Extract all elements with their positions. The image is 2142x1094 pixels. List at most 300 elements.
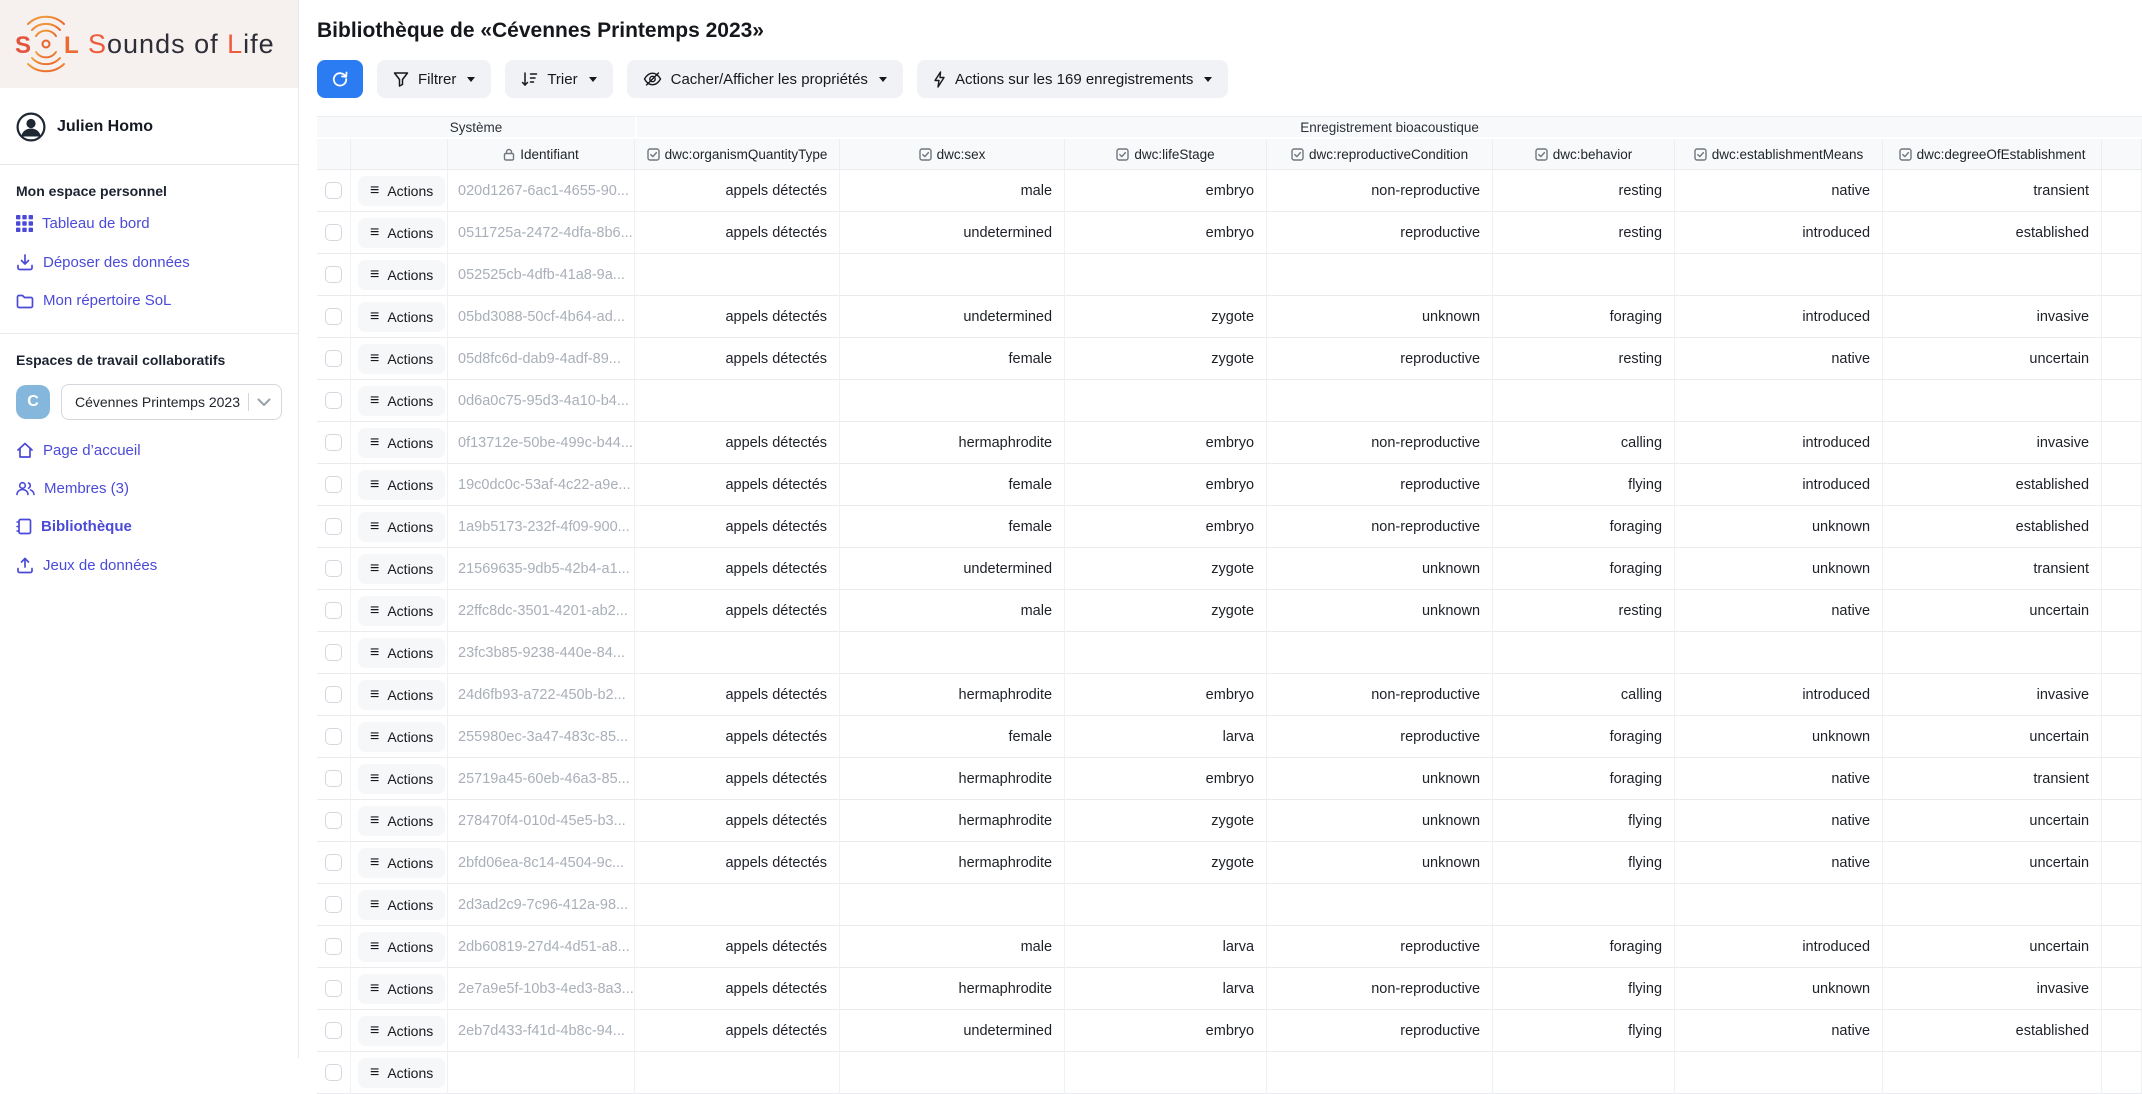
menu-icon: ≡ (370, 727, 380, 745)
row-actions-label: Actions (387, 308, 434, 325)
cell-reproductive-condition: non-reproductive (1267, 674, 1493, 716)
sidebar-item-dashboard[interactable] (16, 215, 282, 232)
column-header-row (317, 139, 2142, 170)
cell-extra (2102, 968, 2142, 1010)
row-actions-label: Actions (387, 896, 434, 913)
cell-reproductive-condition (1267, 884, 1493, 926)
row-actions-label: Actions (387, 854, 434, 871)
row-actions-button[interactable] (358, 638, 445, 668)
cell-sex (840, 632, 1065, 674)
cell-life-stage: larva (1065, 716, 1267, 758)
group-header-row (317, 116, 2142, 139)
row-actions-cell (351, 716, 448, 758)
cell-identifiant: 22ffc8dc-3501-4201-ab2... (448, 590, 635, 632)
brand-name: Sounds of Life (88, 28, 275, 59)
menu-icon: ≡ (370, 811, 380, 829)
row-actions-cell (351, 674, 448, 716)
cell-life-stage: zygote (1065, 800, 1267, 842)
cell-organism-quantity-type: appels détectés (635, 674, 840, 716)
cell-organism-quantity-type: appels détectés (635, 212, 840, 254)
cell-establishment-means: unknown (1675, 506, 1883, 548)
table-row (317, 380, 2142, 422)
column-header-lifestage[interactable]: dwc:lifeStage (1065, 139, 1267, 170)
row-checkbox[interactable] (325, 1022, 342, 1039)
cell-degree-of-establishment: established (1883, 1010, 2102, 1052)
library-icon (16, 518, 32, 535)
menu-icon: ≡ (370, 685, 380, 703)
cell-sex: hermaphrodite (840, 758, 1065, 800)
cell-sex: hermaphrodite (840, 968, 1065, 1010)
column-header-behavior[interactable]: dwc:behavior (1493, 139, 1675, 170)
cell-degree-of-establishment: uncertain (1883, 338, 2102, 380)
cell-sex (840, 380, 1065, 422)
upload-icon (16, 556, 34, 574)
cell-degree-of-establishment: uncertain (1883, 926, 2102, 968)
records-table (317, 116, 2142, 1094)
row-actions-button[interactable] (358, 1058, 445, 1088)
table-row (317, 506, 2142, 548)
menu-icon: ≡ (370, 853, 380, 871)
menu-icon: ≡ (370, 349, 380, 367)
cell-sex: male (840, 590, 1065, 632)
cell-organism-quantity-type: appels détectés (635, 842, 840, 884)
cell-identifiant: 2db60819-27d4-4d51-a8... (448, 926, 635, 968)
filter-funnel-icon (393, 71, 409, 87)
menu-icon: ≡ (370, 181, 380, 199)
cell-establishment-means (1675, 254, 1883, 296)
cell-establishment-means (1675, 884, 1883, 926)
cell-behavior (1493, 380, 1675, 422)
page-title: Bibliothèque de «Cévennes Printemps 2023» (317, 19, 764, 42)
row-actions-cell (351, 590, 448, 632)
cell-establishment-means: unknown (1675, 716, 1883, 758)
cell-degree-of-establishment: uncertain (1883, 590, 2102, 632)
row-actions-button[interactable] (358, 722, 445, 752)
cell-life-stage (1065, 1052, 1267, 1094)
chevron-down-icon (257, 398, 271, 407)
row-actions-cell (351, 632, 448, 674)
cell-extra (2102, 590, 2142, 632)
row-checkbox[interactable] (325, 560, 342, 577)
sort-icon (521, 71, 538, 87)
row-checkbox[interactable] (325, 392, 342, 409)
cell-sex: hermaphrodite (840, 842, 1065, 884)
sidebar-item-home[interactable] (16, 442, 282, 459)
filter-button[interactable] (377, 60, 491, 98)
sidebar-item-sol-directory[interactable] (16, 292, 282, 309)
group-header-bioacoustic: Enregistrement bioacoustique (635, 116, 2142, 139)
cell-life-stage: larva (1065, 968, 1267, 1010)
cell-organism-quantity-type: appels détectés (635, 716, 840, 758)
sol-logo-icon (14, 14, 78, 74)
column-header-degreeofestablishment[interactable]: dwc:degreeOfEstablishment (1883, 139, 2102, 170)
row-checkbox[interactable] (325, 434, 342, 451)
row-actions-button[interactable] (358, 806, 445, 836)
cell-sex: hermaphrodite (840, 800, 1065, 842)
cell-degree-of-establishment: transient (1883, 548, 2102, 590)
toggle-properties-button[interactable] (627, 60, 903, 98)
row-select-cell (317, 1010, 351, 1052)
cell-identifiant: 2e7a9e5f-10b3-4ed3-8a3... (448, 968, 635, 1010)
row-select-cell (317, 254, 351, 296)
cell-reproductive-condition: non-reproductive (1267, 422, 1493, 464)
row-actions-label: Actions (387, 476, 434, 493)
cell-reproductive-condition: reproductive (1267, 1010, 1493, 1052)
row-actions-button[interactable] (358, 974, 445, 1004)
cell-degree-of-establishment: invasive (1883, 968, 2102, 1010)
cell-reproductive-condition: reproductive (1267, 716, 1493, 758)
cell-reproductive-condition: unknown (1267, 800, 1493, 842)
cell-reproductive-condition (1267, 254, 1493, 296)
cell-identifiant: 255980ec-3a47-483c-85... (448, 716, 635, 758)
row-actions-label: Actions (387, 518, 434, 535)
workspace-selector-row (16, 384, 282, 420)
row-actions-button[interactable] (358, 386, 445, 416)
cell-organism-quantity-type: appels détectés (635, 926, 840, 968)
sidebar-item-deposit-data[interactable] (16, 253, 282, 271)
row-select-cell (317, 716, 351, 758)
menu-icon: ≡ (370, 1021, 380, 1039)
row-actions-cell (351, 296, 448, 338)
cell-life-stage: zygote (1065, 548, 1267, 590)
caret-down-icon (879, 77, 887, 82)
row-actions-label: Actions (387, 1064, 434, 1081)
row-checkbox[interactable] (325, 602, 342, 619)
bulk-actions-button[interactable] (917, 60, 1228, 98)
cell-behavior: foraging (1493, 716, 1675, 758)
row-checkbox[interactable] (325, 938, 342, 955)
cell-behavior: flying (1493, 1010, 1675, 1052)
cell-establishment-means: native (1675, 590, 1883, 632)
cell-organism-quantity-type: appels détectés (635, 170, 840, 212)
cell-sex: male (840, 170, 1065, 212)
svg-text:S: S (15, 32, 32, 59)
menu-icon: ≡ (370, 265, 380, 283)
cell-identifiant: 0d6a0c75-95d3-4a10-b4... (448, 380, 635, 422)
row-checkbox[interactable] (325, 644, 342, 661)
cell-organism-quantity-type: appels détectés (635, 296, 840, 338)
table-row (317, 926, 2142, 968)
cell-establishment-means: introduced (1675, 674, 1883, 716)
row-checkbox[interactable] (325, 476, 342, 493)
column-header-organismquantitytype[interactable]: dwc:organismQuantityType (635, 139, 840, 170)
cell-reproductive-condition: reproductive (1267, 212, 1493, 254)
cell-life-stage: embryo (1065, 422, 1267, 464)
table-row (317, 674, 2142, 716)
home-icon (16, 442, 34, 459)
cell-establishment-means: introduced (1675, 422, 1883, 464)
cell-sex: hermaphrodite (840, 674, 1065, 716)
lock-icon (503, 148, 515, 161)
row-actions-cell (351, 968, 448, 1010)
row-select-cell (317, 842, 351, 884)
row-select-cell (317, 338, 351, 380)
row-actions-cell (351, 758, 448, 800)
row-actions-cell (351, 212, 448, 254)
cell-behavior: foraging (1493, 926, 1675, 968)
cell-degree-of-establishment: invasive (1883, 422, 2102, 464)
column-header-establishmentmeans[interactable]: dwc:establishmentMeans (1675, 139, 1883, 170)
cell-sex (840, 884, 1065, 926)
sidebar-item-label: Déposer des données (43, 253, 190, 271)
sort-button[interactable] (505, 60, 612, 98)
row-actions-button[interactable] (358, 596, 445, 626)
row-select-cell (317, 548, 351, 590)
main-content (299, 0, 2142, 1081)
user-name: Julien Homo (57, 118, 154, 135)
cell-life-stage: embryo (1065, 758, 1267, 800)
menu-icon: ≡ (370, 559, 380, 577)
row-actions-button[interactable] (358, 890, 445, 920)
sidebar-item-label: Mon répertoire SoL (43, 292, 172, 309)
cell-organism-quantity-type (635, 884, 840, 926)
row-select-cell (317, 506, 351, 548)
cell-extra (2102, 632, 2142, 674)
cell-degree-of-establishment: invasive (1883, 296, 2102, 338)
checkbox-check-icon (1899, 148, 1912, 161)
row-checkbox[interactable] (325, 308, 342, 325)
records-table-wrap (317, 116, 2142, 1094)
row-checkbox[interactable] (325, 812, 342, 829)
row-actions-label: Actions (387, 434, 434, 451)
checkbox-check-icon (1116, 148, 1129, 161)
row-select-cell (317, 884, 351, 926)
personal-section-title: Mon espace personnel (16, 183, 167, 199)
row-actions-button[interactable] (358, 260, 445, 290)
cell-degree-of-establishment (1883, 380, 2102, 422)
cell-degree-of-establishment: transient (1883, 170, 2102, 212)
cell-life-stage: embryo (1065, 674, 1267, 716)
row-checkbox[interactable] (325, 896, 342, 913)
menu-icon: ≡ (370, 517, 380, 535)
table-row (317, 758, 2142, 800)
sidebar-item-members[interactable] (16, 480, 282, 497)
cell-life-stage (1065, 380, 1267, 422)
user-profile (0, 88, 298, 164)
filter-button-label: Filtrer (418, 70, 457, 88)
cell-organism-quantity-type: appels détectés (635, 968, 840, 1010)
cell-establishment-means: native (1675, 842, 1883, 884)
cell-organism-quantity-type (635, 632, 840, 674)
cell-establishment-means: introduced (1675, 464, 1883, 506)
row-actions-button[interactable] (358, 176, 445, 206)
row-checkbox[interactable] (325, 350, 342, 367)
menu-icon: ≡ (370, 769, 380, 787)
cell-organism-quantity-type: appels détectés (635, 800, 840, 842)
row-actions-button[interactable] (358, 218, 445, 248)
cell-behavior (1493, 254, 1675, 296)
cell-life-stage: embryo (1065, 1010, 1267, 1052)
cell-sex: hermaphrodite (840, 422, 1065, 464)
cell-sex: male (840, 926, 1065, 968)
cell-behavior: flying (1493, 464, 1675, 506)
sidebar-item-label: Bibliothèque (41, 518, 132, 535)
toolbar (317, 60, 2142, 98)
menu-icon: ≡ (370, 937, 380, 955)
cell-degree-of-establishment (1883, 632, 2102, 674)
cell-extra (2102, 296, 2142, 338)
cell-degree-of-establishment: transient (1883, 758, 2102, 800)
row-actions-button[interactable] (358, 302, 445, 332)
cell-reproductive-condition: reproductive (1267, 926, 1493, 968)
cell-reproductive-condition: unknown (1267, 842, 1493, 884)
cell-reproductive-condition: unknown (1267, 296, 1493, 338)
cell-sex: undetermined (840, 296, 1065, 338)
user-avatar-icon (16, 112, 46, 142)
row-select-cell (317, 968, 351, 1010)
row-checkbox[interactable] (325, 980, 342, 997)
cell-organism-quantity-type: appels détectés (635, 464, 840, 506)
row-checkbox[interactable] (325, 1064, 342, 1081)
cell-behavior: foraging (1493, 296, 1675, 338)
cell-sex (840, 1052, 1065, 1094)
menu-icon: ≡ (370, 307, 380, 325)
row-actions-cell (351, 926, 448, 968)
row-actions-cell (351, 380, 448, 422)
cell-reproductive-condition: non-reproductive (1267, 968, 1493, 1010)
cell-identifiant: 25719a45-60eb-46a3-85... (448, 758, 635, 800)
cell-establishment-means: native (1675, 1010, 1883, 1052)
row-actions-cell (351, 254, 448, 296)
cell-reproductive-condition: reproductive (1267, 464, 1493, 506)
cell-extra (2102, 800, 2142, 842)
cell-extra (2102, 884, 2142, 926)
row-actions-label: Actions (387, 938, 434, 955)
cell-organism-quantity-type: appels détectés (635, 506, 840, 548)
cell-establishment-means: introduced (1675, 926, 1883, 968)
cell-establishment-means: unknown (1675, 548, 1883, 590)
cell-extra (2102, 716, 2142, 758)
row-actions-button[interactable] (358, 680, 445, 710)
row-actions-button[interactable] (358, 848, 445, 878)
cell-extra (2102, 1010, 2142, 1052)
cell-extra (2102, 464, 2142, 506)
cell-sex: female (840, 338, 1065, 380)
row-actions-button[interactable] (358, 764, 445, 794)
cell-organism-quantity-type: appels détectés (635, 422, 840, 464)
cell-degree-of-establishment: invasive (1883, 674, 2102, 716)
cell-behavior (1493, 1052, 1675, 1094)
cell-establishment-means (1675, 380, 1883, 422)
sidebar-item-label: Jeux de données (43, 556, 158, 574)
row-checkbox[interactable] (325, 686, 342, 703)
cell-behavior: foraging (1493, 548, 1675, 590)
table-row (317, 632, 2142, 674)
cell-organism-quantity-type: appels détectés (635, 758, 840, 800)
cell-reproductive-condition: unknown (1267, 548, 1493, 590)
row-select-cell (317, 674, 351, 716)
row-actions-button[interactable] (358, 470, 445, 500)
cell-organism-quantity-type: appels détectés (635, 1010, 840, 1052)
column-header-identifiant[interactable]: Identifiant (448, 139, 635, 170)
row-select-cell (317, 212, 351, 254)
menu-icon: ≡ (370, 475, 380, 493)
caret-down-icon (1204, 77, 1212, 82)
row-checkbox[interactable] (325, 266, 342, 283)
cell-extra (2102, 422, 2142, 464)
cell-extra (2102, 254, 2142, 296)
cell-reproductive-condition: unknown (1267, 590, 1493, 632)
cell-extra (2102, 380, 2142, 422)
cell-establishment-means (1675, 632, 1883, 674)
row-select-cell (317, 1052, 351, 1094)
cell-organism-quantity-type (635, 254, 840, 296)
cell-behavior (1493, 884, 1675, 926)
row-actions-label: Actions (387, 812, 434, 829)
column-header-reproductivecondition[interactable]: dwc:reproductiveCondition (1267, 139, 1493, 170)
refresh-button[interactable] (317, 60, 363, 98)
cell-behavior: resting (1493, 590, 1675, 632)
menu-icon: ≡ (370, 979, 380, 997)
table-row (317, 338, 2142, 380)
table-row (317, 590, 2142, 632)
toggle-properties-label: Cacher/Afficher les propriétés (670, 70, 868, 88)
row-actions-label: Actions (387, 392, 434, 409)
row-select-cell (317, 422, 351, 464)
cell-establishment-means: native (1675, 338, 1883, 380)
cell-identifiant: 2bfd06ea-8c14-4504-9c... (448, 842, 635, 884)
cell-extra (2102, 170, 2142, 212)
row-actions-button[interactable] (358, 512, 445, 542)
sidebar (0, 0, 299, 1058)
group-header-system: Système (317, 116, 635, 139)
caret-down-icon (589, 77, 597, 82)
row-select-cell (317, 758, 351, 800)
row-actions-cell (351, 842, 448, 884)
sidebar-item-datasets[interactable] (16, 556, 282, 574)
cell-behavior: resting (1493, 212, 1675, 254)
cell-organism-quantity-type: appels détectés (635, 548, 840, 590)
cell-behavior: foraging (1493, 758, 1675, 800)
row-actions-button[interactable] (358, 932, 445, 962)
cell-identifiant: 05d8fc6d-dab9-4adf-89... (448, 338, 635, 380)
row-actions-button[interactable] (358, 1016, 445, 1046)
row-checkbox[interactable] (325, 728, 342, 745)
cell-life-stage: zygote (1065, 296, 1267, 338)
cell-reproductive-condition (1267, 1052, 1493, 1094)
sidebar-item-label: Page d’accueil (43, 442, 141, 459)
lightning-icon (933, 71, 946, 88)
row-checkbox[interactable] (325, 182, 342, 199)
cell-establishment-means: introduced (1675, 212, 1883, 254)
cell-behavior: flying (1493, 800, 1675, 842)
cell-degree-of-establishment (1883, 1052, 2102, 1094)
row-actions-button[interactable] (358, 428, 445, 458)
row-actions-button[interactable] (358, 344, 445, 374)
column-header-sex[interactable]: dwc:sex (840, 139, 1065, 170)
cell-life-stage (1065, 254, 1267, 296)
cell-extra (2102, 926, 2142, 968)
cell-identifiant: 19c0dc0c-53af-4c22-a9e... (448, 464, 635, 506)
sidebar-item-library[interactable] (16, 518, 282, 535)
brand-logo[interactable] (0, 0, 298, 88)
svg-text:L: L (64, 32, 79, 59)
row-actions-cell (351, 548, 448, 590)
cell-reproductive-condition (1267, 380, 1493, 422)
row-checkbox[interactable] (325, 770, 342, 787)
row-checkbox[interactable] (325, 854, 342, 871)
row-checkbox[interactable] (325, 518, 342, 535)
cell-extra (2102, 212, 2142, 254)
workspace-select[interactable] (61, 384, 282, 420)
cell-establishment-means: native (1675, 758, 1883, 800)
cell-identifiant (448, 1052, 635, 1094)
row-checkbox[interactable] (325, 224, 342, 241)
table-row (317, 254, 2142, 296)
row-select-cell (317, 296, 351, 338)
collaborative-section (0, 334, 298, 598)
row-actions-button[interactable] (358, 554, 445, 584)
